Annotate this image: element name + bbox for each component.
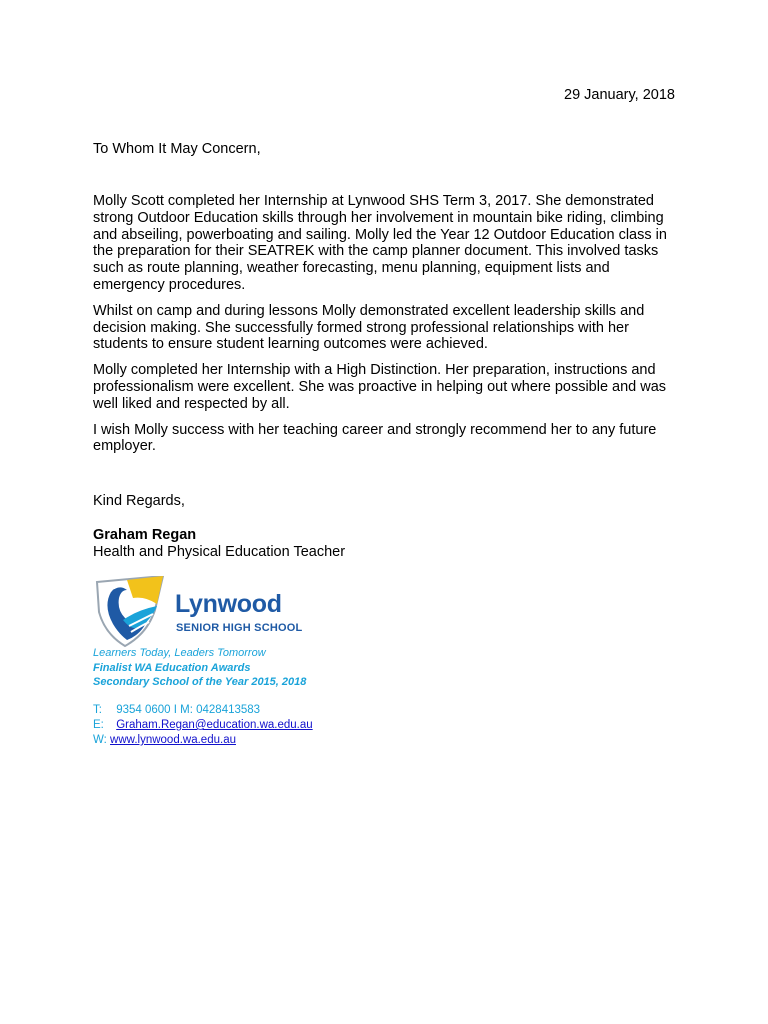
signatory-title: Health and Physical Education Teacher <box>93 544 346 560</box>
award-line-1: Finalist WA Education Awards <box>93 661 251 674</box>
logo-subtitle: SENIOR HIGH SCHOOL <box>176 622 303 634</box>
paragraph-4: I wish Molly success with her teaching career and strongly recommend her to any future employer. <box>93 421 657 455</box>
phone-line <box>93 703 313 718</box>
email-line <box>93 718 313 733</box>
website-label: W: <box>93 734 107 746</box>
school-motto: Learners Today, Leaders Tomorrow <box>93 647 266 659</box>
website-link[interactable]: www.lynwood.wa.edu.au <box>110 734 236 746</box>
school-crest-icon <box>93 576 167 648</box>
paragraph-2: Whilst on camp and during lessons Molly demonstrated excellent leadership skills and decision making. She successfully formed strong professional relationships with her students to ensure student learning outcomes were achieved. <box>93 302 645 353</box>
school-logo <box>93 576 333 648</box>
phone-numbers: 9354 0600 I M: 0428413583 <box>116 704 261 716</box>
award-line-2: Secondary School of the Year 2015, 2018 <box>93 676 307 688</box>
contact-block <box>93 703 313 748</box>
salutation: To Whom It May Concern, <box>93 141 261 157</box>
paragraph-1: Molly Scott completed her Internship at Lynwood SHS Term 3, 2017. She demonstrated strong Outdoor Education skills through her involvement in mountain bike riding, climbing and abseiling, powerboating and sailing. Molly led the Year 12 Outdoor Education class in the preparation for their SEATREK with the camp planner document. This involved tasks such as route planning, weather forecasting, menu planning, equipment lists and emergency procedures. <box>93 193 667 293</box>
website-line <box>93 733 313 748</box>
letter-date: 29 January, 2018 <box>564 87 675 103</box>
school-tagline <box>93 646 306 690</box>
paragraph-3: Molly completed her Internship with a High Distinction. Her preparation, instructions and professionalism were excellent. She was proactive in helping out where possible and was well liked and respected by all. <box>93 362 667 412</box>
email-link[interactable]: Graham.Regan@education.wa.edu.au <box>116 719 313 731</box>
letter-body <box>93 193 683 464</box>
phone-label: T: <box>93 704 102 716</box>
email-label: E: <box>93 719 104 731</box>
logo-wordmark: Lynwood <box>175 590 282 618</box>
closing: Kind Regards, <box>93 493 185 509</box>
signatory-name: Graham Regan <box>93 527 197 543</box>
